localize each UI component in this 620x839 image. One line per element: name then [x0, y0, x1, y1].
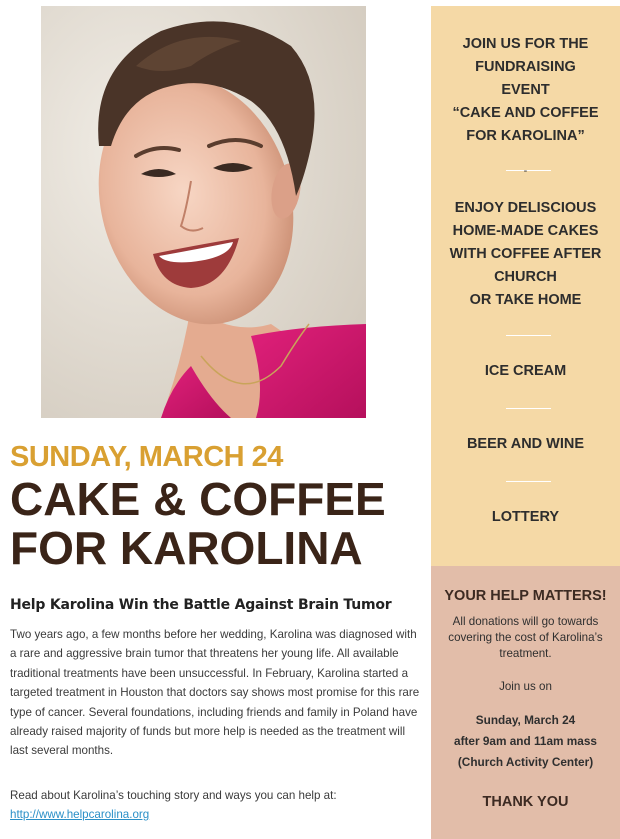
cake-offer-line: OR TAKE HOME	[469, 292, 582, 308]
schedule-time: after 9am and 11am mass	[454, 734, 597, 748]
ice-cream-item: ICE CREAM	[484, 363, 567, 379]
donation-text: All donations will go towards covering the cost of Karolina’s treatment.	[448, 615, 603, 660]
divider	[506, 408, 551, 409]
event-title-line-2: FOR KAROLINA	[10, 522, 363, 574]
divider	[506, 335, 551, 336]
lottery-item: LOTTERY	[491, 509, 560, 525]
read-more-text: Read about Karolina’s touching story and ways you can help at:	[10, 789, 337, 802]
help-heading: YOUR HELP MATTERS!	[444, 588, 607, 604]
event-invitation	[431, 33, 620, 148]
cake-offer-line: ENJOY DELISCIOUS	[454, 200, 597, 216]
event-schedule	[431, 710, 620, 773]
event-invitation-line: “CAKE AND COFFEE	[452, 105, 599, 121]
schedule-location: (Church Activity Center)	[457, 755, 594, 769]
donation-panel	[431, 566, 620, 839]
event-invitation-line: EVENT	[501, 82, 550, 98]
cake-offer-line: WITH COFFEE AFTER	[449, 246, 602, 262]
beer-wine-item: BEER AND WINE	[466, 436, 585, 452]
event-highlights-panel	[431, 6, 620, 566]
karolina-photo	[41, 6, 366, 418]
story-subheading: Help Karolina Win the Battle Against Brain Tumor	[10, 597, 392, 613]
stray-mark: -	[523, 165, 528, 177]
schedule-date: Sunday, March 24	[475, 713, 576, 727]
story-paragraph: Two years ago, a few months before her wedding, Karolina was diagnosed with a rare and aggressive brain tumor that threatens her young life. All available traditional treatments have been unsuccessful. In February, Karolina started a targeted treatment in Houston that doctors say shows most promise for this rare type of cancer. Several foundations, including friends and family in Poland have already raised majority of funds but more help is needed as the treatment will last several months.	[10, 628, 420, 758]
read-more-block	[10, 786, 430, 824]
event-date-heading: SUNDAY, MARCH 24	[10, 441, 283, 473]
event-invitation-line: FOR KAROLINA”	[466, 128, 585, 144]
help-website-link[interactable]: http://www.helpcarolina.org	[10, 808, 150, 821]
divider	[506, 481, 551, 482]
cake-offer-line: HOME-MADE CAKES	[452, 223, 599, 239]
event-title-line-1: CAKE & COFFEE	[10, 473, 386, 525]
join-us-text: Join us on	[499, 680, 552, 693]
cake-offer	[431, 197, 620, 312]
event-title	[10, 475, 386, 573]
event-invitation-line: JOIN US FOR THE	[462, 36, 589, 52]
event-invitation-line: FUNDRAISING	[475, 59, 576, 75]
cake-offer-line: CHURCH	[494, 269, 557, 285]
thank-you-text: THANK YOU	[482, 794, 569, 810]
